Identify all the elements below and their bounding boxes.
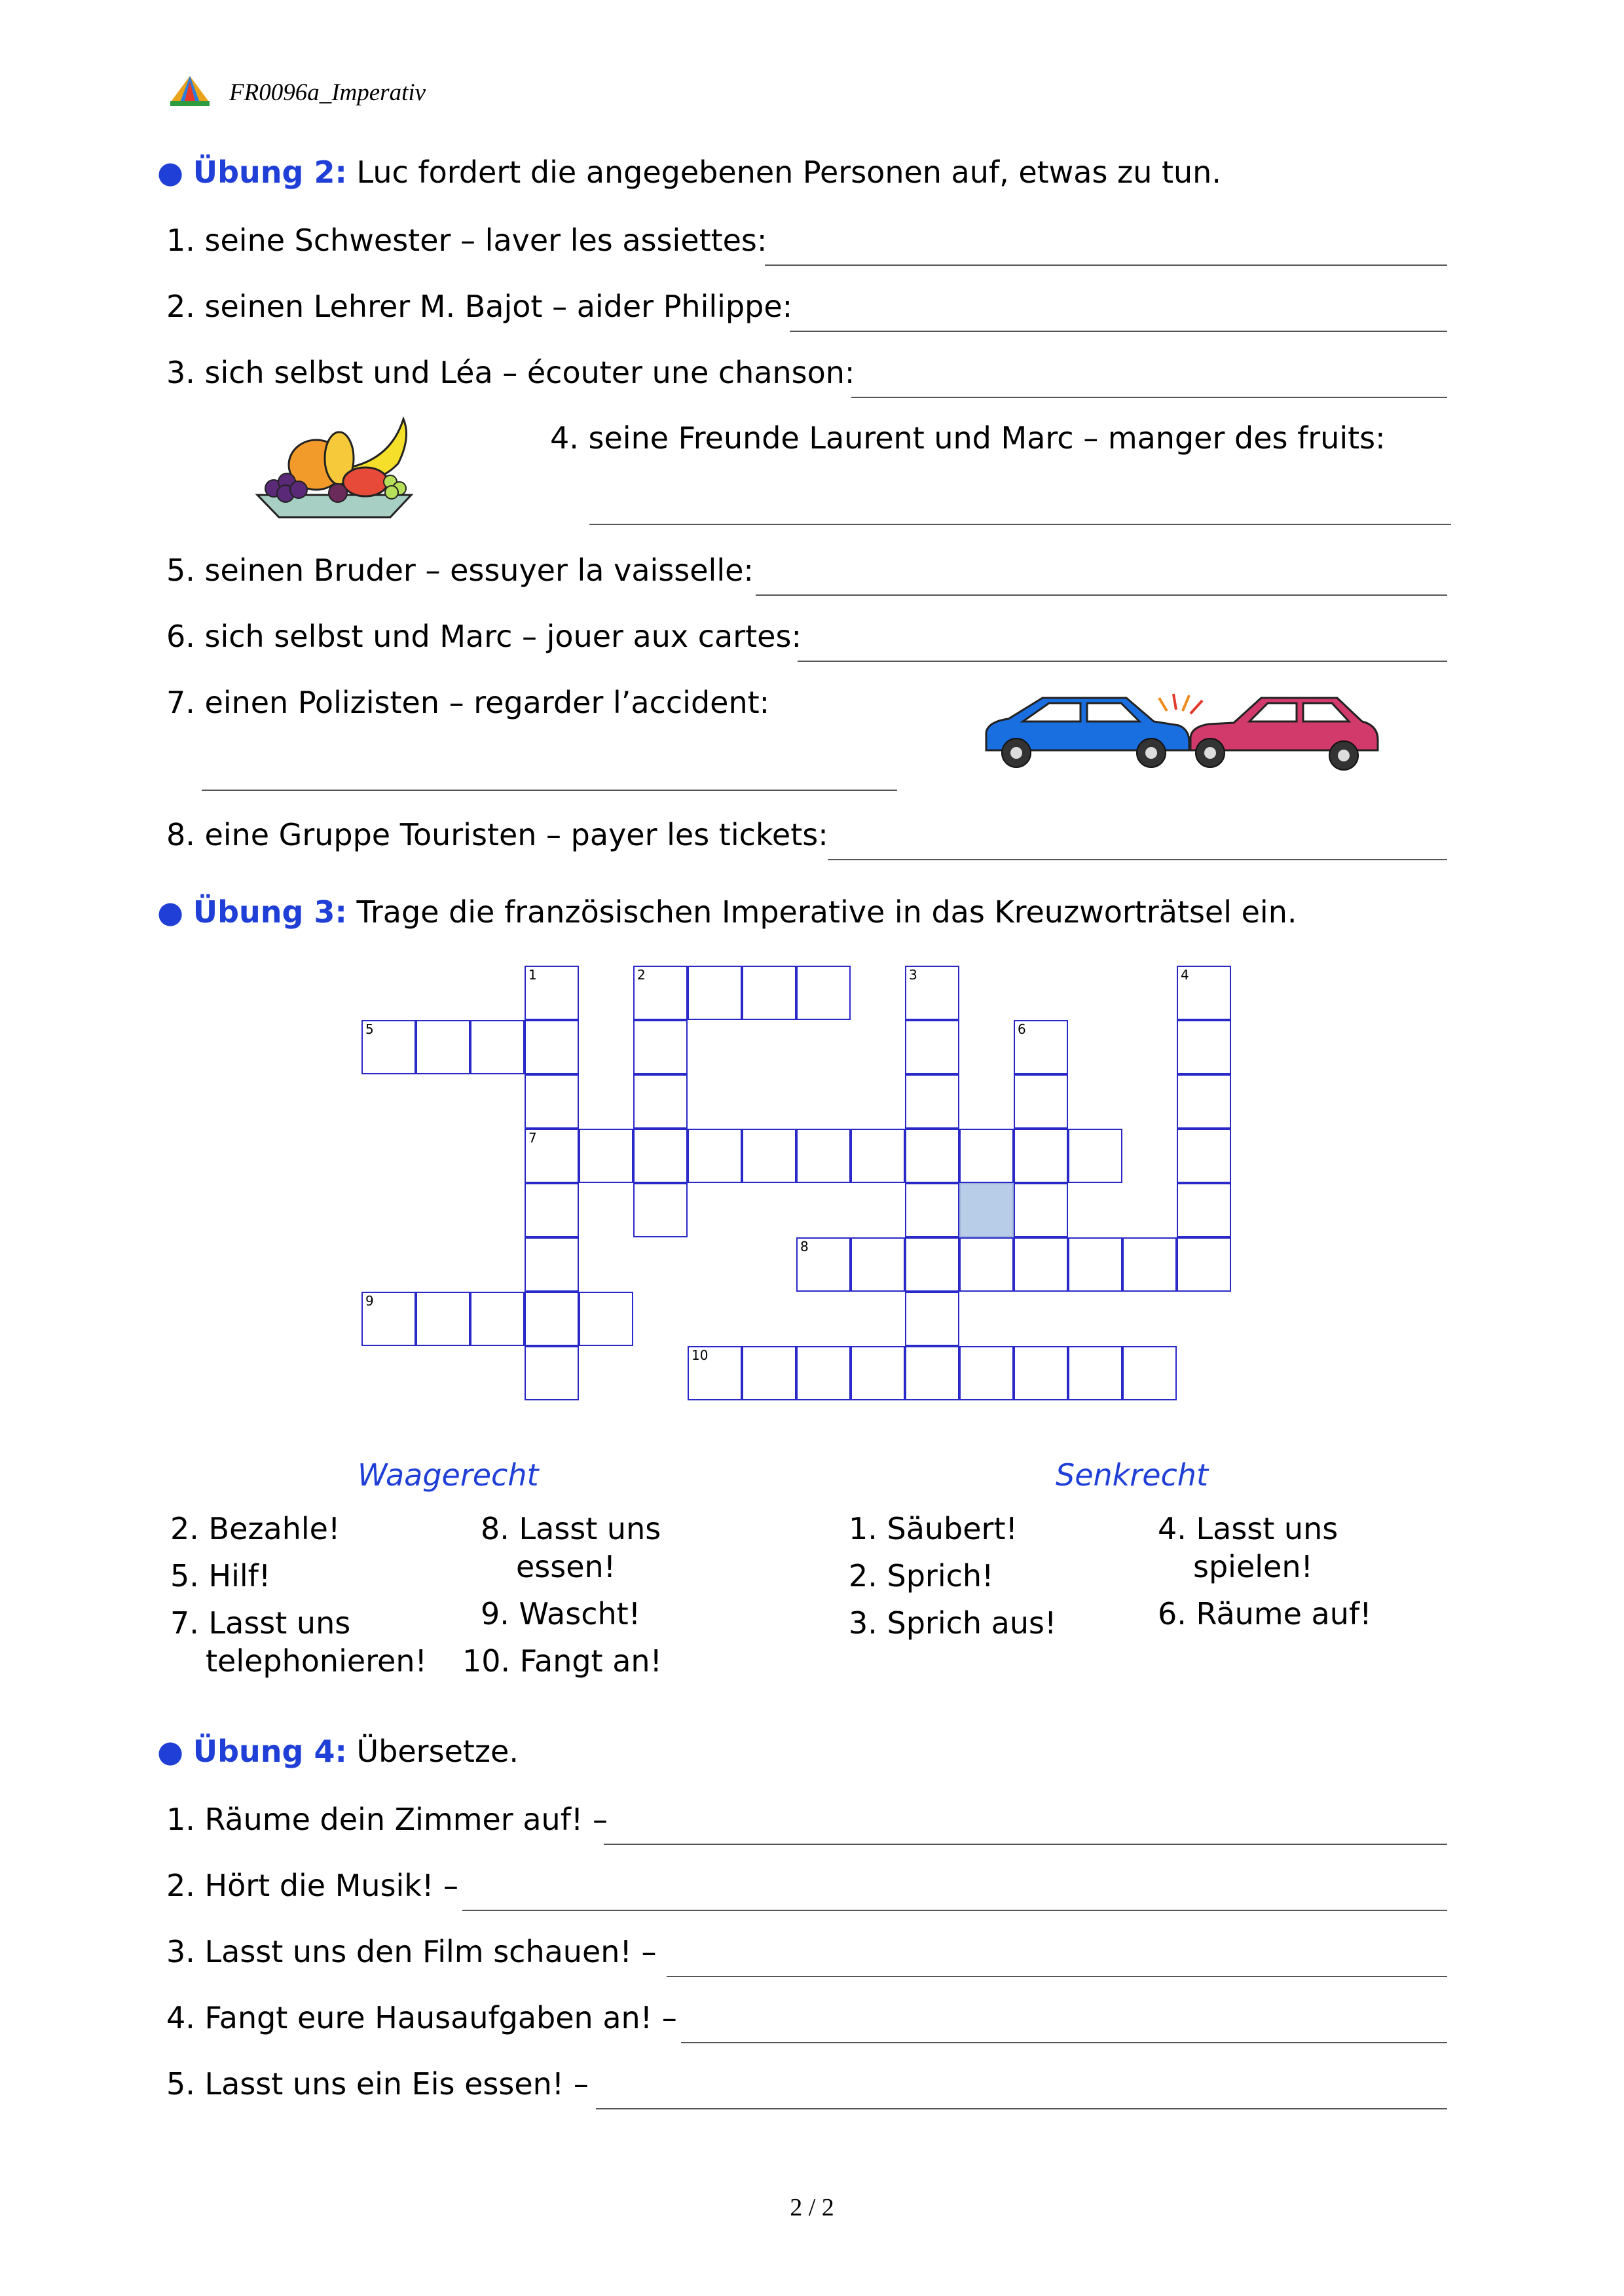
ex2-answer-line-6[interactable] (798, 625, 1447, 662)
crossword-cell[interactable] (525, 1020, 579, 1074)
crossword-cell[interactable] (633, 1074, 688, 1129)
crossword-cell[interactable] (525, 1074, 579, 1129)
down-clue-1: 1. Säubert! (849, 1511, 1018, 1546)
crossword-blocked-cell (959, 1183, 1014, 1237)
crossword-cell[interactable] (905, 1237, 959, 1292)
down-clue-2: 2. Sprich! (849, 1558, 994, 1594)
fruit-bowl-illustration (254, 411, 418, 522)
crossword-cell[interactable] (905, 1183, 959, 1237)
crossword-clue-number: 5 (365, 1021, 374, 1037)
across-clue-8-cont: essen! (516, 1549, 616, 1584)
ex4-item-3: 3. Lasst uns den Film schauen! – (166, 1934, 657, 1969)
crossword-cell[interactable] (416, 1020, 470, 1074)
crossword-clue-number: 7 (528, 1130, 537, 1146)
ex2-item-1: 1. seine Schwester – laver les assiettes: (166, 223, 767, 258)
crossword-cell[interactable] (633, 1129, 688, 1183)
ex2-answer-line-5[interactable] (756, 559, 1447, 596)
across-title: Waagerecht (358, 1457, 539, 1493)
crossword-cell[interactable] (1177, 966, 1231, 1020)
crossword-cell[interactable] (361, 1020, 416, 1074)
down-clue-3: 3. Sprich aus! (849, 1605, 1057, 1641)
down-title: Senkrecht (1056, 1457, 1208, 1493)
crossword-cell[interactable] (905, 1129, 959, 1183)
crossword-clue-number: 2 (637, 967, 646, 983)
down-clue-6: 6. Räume auf! (1158, 1596, 1372, 1631)
crossword-cell[interactable] (796, 1129, 851, 1183)
ex2-item-4: 4. seine Freunde Laurent und Marc – manger des fruits: (550, 420, 1386, 456)
across-clue-7: 7. Lasst uns (170, 1605, 351, 1641)
crossword-cell[interactable] (470, 1292, 525, 1346)
crossword-cell[interactable] (1068, 1237, 1122, 1292)
exercise-4-heading: ● Übung 4: Übersetze. (157, 1734, 519, 1769)
ex4-item-4: 4. Fangt eure Hausaufgaben an! – (166, 2000, 677, 2035)
crossword-cell[interactable] (851, 1237, 905, 1292)
crossword-cell[interactable] (959, 1237, 1014, 1292)
ex2-answer-line-1[interactable] (765, 229, 1447, 266)
ex4-answer-line-5[interactable] (596, 2073, 1447, 2109)
exercise-4-number: Übung 4: (193, 1734, 347, 1769)
page-number: 2 / 2 (790, 2194, 834, 2221)
document-code: FR0096a_Imperativ (229, 79, 426, 106)
crossword-cell[interactable] (688, 1346, 742, 1400)
crossword-cell[interactable] (688, 966, 742, 1020)
crossword-clue-number: 8 (800, 1239, 809, 1254)
crossword-cell[interactable] (1068, 1346, 1122, 1400)
ex2-answer-line-7[interactable] (202, 754, 897, 791)
exercise-2-instruction: Luc fordert die angegebenen Personen auf, etwas zu tun. (356, 155, 1221, 190)
ex2-answer-line-3[interactable] (851, 361, 1447, 398)
crossword-cell[interactable] (905, 1074, 959, 1129)
ex4-answer-line-2[interactable] (462, 1874, 1447, 1911)
ex2-answer-line-8[interactable] (828, 824, 1447, 860)
crossword-cell[interactable] (959, 1346, 1014, 1400)
crossword-cell[interactable] (796, 1346, 851, 1400)
crossword-cell[interactable] (688, 1129, 742, 1183)
crossword-cell[interactable] (1122, 1346, 1177, 1400)
crossword-cell[interactable] (1122, 1237, 1177, 1292)
crossword-cell[interactable] (1014, 1020, 1068, 1074)
crossword-cell[interactable] (1177, 1020, 1231, 1074)
exercise-4-instruction: Übersetze. (356, 1734, 519, 1769)
ex2-answer-line-4[interactable] (589, 488, 1451, 525)
crossword-cell[interactable] (579, 1129, 633, 1183)
ex2-item-2: 2. seinen Lehrer M. Bajot – aider Philippe: (166, 289, 793, 324)
ex4-item-1: 1. Räume dein Zimmer auf! – (166, 1802, 608, 1837)
crossword-cell[interactable] (905, 1020, 959, 1074)
across-clue-5: 5. Hilf! (170, 1558, 271, 1594)
crossword-cell[interactable] (470, 1020, 525, 1074)
ex4-answer-line-3[interactable] (667, 1941, 1447, 1977)
ex4-answer-line-1[interactable] (604, 1808, 1447, 1845)
crossword-cell[interactable] (1014, 1237, 1068, 1292)
crossword-cell[interactable] (525, 1292, 579, 1346)
crossword-cell[interactable] (1177, 1237, 1231, 1292)
crossword-cell[interactable] (796, 1237, 851, 1292)
crossword-cell[interactable] (525, 1346, 579, 1400)
crossword-clue-number: 1 (528, 967, 537, 983)
across-clue-8: 8. Lasst uns (481, 1511, 661, 1546)
ex4-item-2: 2. Hört die Musik! – (166, 1868, 459, 1903)
crossword-cell[interactable] (905, 1292, 959, 1346)
ex2-item-8: 8. eine Gruppe Touristen – payer les tickets: (166, 817, 828, 852)
crossword-cell[interactable] (1014, 1183, 1068, 1237)
crossword-cell[interactable] (633, 966, 688, 1020)
logo-icon (169, 75, 211, 109)
exercise-3-heading: ● Übung 3: Trage die französischen Imperative in das Kreuzworträtsel ein. (157, 894, 1297, 930)
exercise-2-heading: ● Übung 2: Luc fordert die angegebenen Personen auf, etwas zu tun. (157, 155, 1221, 190)
ex2-item-7: 7. einen Polizisten – regarder l’accident: (166, 685, 770, 720)
crossword-clue-number: 10 (692, 1347, 709, 1363)
car-crash-illustration (982, 685, 1382, 773)
exercise-3-instruction: Trage die französischen Imperative in das Kreuzworträtsel ein. (356, 894, 1297, 930)
crossword-cell[interactable] (525, 966, 579, 1020)
crossword-cell[interactable] (1177, 1074, 1231, 1129)
crossword-clue-number: 6 (1018, 1021, 1026, 1037)
crossword-cell[interactable] (525, 1183, 579, 1237)
crossword-cell[interactable] (851, 1346, 905, 1400)
crossword-cell[interactable] (851, 1129, 905, 1183)
crossword-cell[interactable] (1014, 1129, 1068, 1183)
ex4-item-5: 5. Lasst uns ein Eis essen! – (166, 2066, 589, 2102)
crossword-cell[interactable] (1014, 1074, 1068, 1129)
crossword-clue-number: 4 (1181, 967, 1189, 983)
down-clue-4: 4. Lasst uns (1158, 1511, 1338, 1546)
ex2-item-5: 5. seinen Bruder – essuyer la vaisselle: (166, 553, 754, 588)
across-clue-9: 9. Wascht! (481, 1596, 641, 1631)
crossword-cell[interactable] (1068, 1129, 1122, 1183)
ex2-answer-line-2[interactable] (790, 295, 1447, 332)
crossword-cell[interactable] (742, 1346, 796, 1400)
crossword-cell[interactable] (416, 1292, 470, 1346)
ex4-answer-line-4[interactable] (681, 2007, 1447, 2043)
crossword-cell[interactable] (1014, 1346, 1068, 1400)
exercise-2-number: Übung 2: (193, 155, 347, 190)
crossword-cell[interactable] (742, 966, 796, 1020)
crossword-cell[interactable] (1177, 1129, 1231, 1183)
down-clue-4-cont: spielen! (1193, 1549, 1313, 1584)
crossword-cell[interactable] (959, 1129, 1014, 1183)
crossword-cell[interactable] (905, 1346, 959, 1400)
crossword-cell[interactable] (633, 1183, 688, 1237)
crossword-cell[interactable] (742, 1129, 796, 1183)
crossword-cell[interactable] (525, 1129, 579, 1183)
crossword-cell[interactable] (1177, 1183, 1231, 1237)
crossword-cell[interactable] (796, 966, 851, 1020)
crossword-cell[interactable] (525, 1237, 579, 1292)
exercise-3-number: Übung 3: (193, 894, 347, 930)
crossword-cell[interactable] (579, 1292, 633, 1346)
crossword-clue-number: 9 (365, 1293, 374, 1309)
crossword-cell[interactable] (361, 1292, 416, 1346)
crossword-cell[interactable] (633, 1020, 688, 1074)
across-clue-10: 10. Fangt an! (462, 1643, 663, 1679)
crossword-clue-number: 3 (909, 967, 917, 983)
ex2-item-3: 3. sich selbst und Léa – écouter une chanson: (166, 355, 855, 390)
across-clue-2: 2. Bezahle! (170, 1511, 341, 1546)
crossword-cell[interactable] (905, 966, 959, 1020)
ex2-item-6: 6. sich selbst und Marc – jouer aux cartes: (166, 619, 802, 654)
across-clue-7-cont: telephonieren! (206, 1643, 427, 1679)
